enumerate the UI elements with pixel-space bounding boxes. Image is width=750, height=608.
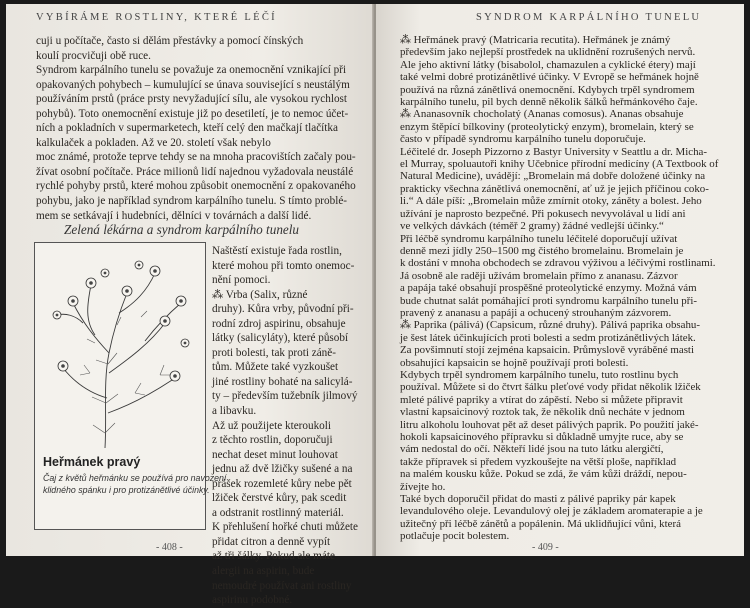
text-line: Natural Medicine), uvádějí: „Bromelain má dobře doložené účinky na [400, 170, 706, 183]
text-line: prášek rozemleté kůry nebe pět [212, 477, 352, 490]
text-line: Za povšimnutí stojí zejména kapsaicin. Průmyslově vyráběné masti [400, 344, 694, 357]
text-line: proti bolesti, tak proti záně- [212, 346, 336, 359]
text-line: Já osobně ale raději užívám bromelain přímo z ananasu. Zázvor [400, 269, 678, 282]
text-line: Syndrom karpálního tunelu se považuje za onemocnění vznikající při [36, 64, 347, 77]
text-line: denně mezi jídly 250–1500 mg čistého bromelainu. Bromelain je [400, 244, 684, 257]
text-line: přidat citron a denně vypít [212, 535, 331, 548]
text-line: vlastní kapsaicinový roztok tak, že několik dnů necháte v jednom [400, 406, 685, 419]
text-line: Kdybych trpěl syndromem karpálního tunelu, tuto rostlinu bych [400, 368, 679, 381]
text-line: takže přípravek si předem vyzkoušejte na větší ploše, například [400, 455, 677, 468]
text-line: koulí procvičuji obě ruce. [36, 49, 151, 62]
text-line: které mohou při tomto onemoc- [212, 259, 355, 272]
text-line: Ale jeho aktivní látky (bisabolol, chamazulen a cyklické étery) mají [400, 58, 696, 71]
text-line: obsahující kapsaicin se hojně používají proti bolesti. [400, 356, 629, 369]
text-line: Také bych doporučil přidat do masti z pálivé papriky pár kapek [400, 493, 676, 506]
text-line: karpálního tunelu, pil bych denně několik šálků heřmánkového čaje. [400, 96, 698, 109]
page-number-right: - 409 - [532, 542, 559, 553]
chamomile-figure [34, 242, 227, 530]
running-head-right: SYNDROM KARPÁLNÍHO TUNELU [476, 12, 702, 23]
text-line: pohybu, jako je například syndrom karpálního tunelu. S tímto problé- [36, 195, 348, 208]
text-line: li.“ A dále píší: „Bromelain může zmírnit otoky, záněty a bolest. Jeho [400, 195, 702, 208]
text-line: žívejte ho. [400, 480, 446, 493]
page-number-left: - 408 - [156, 542, 183, 553]
text-line: užívání je naprosto bezpečné. Při pokusech nevyvolával u lidí ani [400, 207, 686, 220]
left-top-text [36, 34, 358, 223]
text-line: až tři šálky. Pokud ale máte [212, 550, 335, 563]
text-line: potlačuje pocit bolestem. [400, 530, 510, 543]
text-line: levandulového oleje. Levandulový olej je základem aromaterapie a je [400, 505, 703, 518]
right-page [376, 4, 744, 556]
text-line: a odstranit rostlinný materiál. [212, 506, 344, 519]
text-line: k dostání v mnoha obchodech se zdravou výživou a léčivými rostlinami. [400, 257, 716, 270]
text-line: a libavku. [212, 405, 257, 418]
text-line: nění pomoci. [212, 274, 271, 287]
text-line: mem se setkávají i hudebníci, dělníci v továrnách a další lidé. [36, 209, 312, 222]
text-line: je šest látek účinkujících proti bolesti a sedm protizánětlivých látek. [400, 331, 696, 344]
text-line: prakticky všechna zánětlivá onemocnění, ať už je jejich příčinou coko- [400, 182, 709, 195]
text-line: bude chutnat salát pomáhající proti syndromu karpálního tunelu při- [400, 294, 697, 307]
text-line: el Murray, spoluautoři knihy Učebnice přírodní medicíny (A Textbook of [400, 158, 719, 171]
text-line: ⁂ Vrba (Salix, různé [212, 288, 308, 301]
right-text [400, 34, 728, 543]
text-line: jednu až dvě lžičky sušené a na [212, 463, 353, 476]
section-subheading: Zelená lékárna a syndrom karpálního tunelu [64, 222, 300, 237]
text-line: ve velkých dávkách (téměř 2 gramy) žádné vedlejší účinky.“ [400, 220, 664, 233]
text-line: aspirinu podobné. [212, 594, 293, 607]
text-line: užitečný při léčbě zánětů a popálenin. Má uklidňující vůni, která [400, 517, 681, 530]
left-side-text [212, 244, 364, 608]
text-line: tům. Můžete také vyzkoušet [212, 361, 339, 374]
text-line: a papája také obsahují prospěšné proteolytické enzymy. Možná vám [400, 282, 697, 295]
figure-title: Heřmánek pravý [43, 455, 141, 469]
text-line: druhy). Kůra vrby, původní při- [212, 303, 354, 316]
text-line: látky (salicyláty), které působí [212, 332, 349, 345]
text-line: Naštěstí existuje řada rostlin, [212, 245, 342, 257]
text-line: moc známé, protože teprve tehdy se na mnoha pracovištích začaly pou- [36, 151, 356, 164]
text-line: rodní zdroj aspirinu, obsahuje [212, 317, 346, 330]
text-line: Léčitelé dr. Joseph Pizzorno z Bastyr University v Seattlu a dr. Micha- [400, 145, 707, 158]
text-line: na malém kousku kůže. Pokud se zdá, že vám kůži dráždí, nepou- [400, 468, 687, 481]
chamomile-illustration [35, 243, 205, 453]
text-line: Při léčbě syndromu karpálního tunelu léčitelé doporučují užívat [400, 232, 678, 245]
text-line: používáním prstů (práce prsty nevyžadující sílu, ale vysokou rychlost [36, 93, 347, 106]
book-spread [6, 4, 744, 607]
text-line: cuji u počítače, často si dělám přestávky a pomocí čínských [36, 35, 304, 47]
text-line: jiné rostliny bohaté na salicylá- [212, 375, 353, 388]
text-line: lžiček čerstvé kůry, pak scedit [212, 492, 347, 505]
text-line: nechat deset minut louhovat [212, 448, 338, 461]
left-page [6, 4, 374, 607]
text-line: ⁂ Heřmánek pravý (Matricaria recutita). Heřmánek je známý [400, 34, 671, 46]
text-line: používal. Můžete si do čtvrt šálku pleťové vody přidat několik lžiček [400, 381, 701, 394]
text-line: ních a pokladních v supermarketech, kteří celý den mačkají tlačítka [36, 122, 338, 135]
text-line: pohybů). Toto onemocnění existuje již po desetiletí, je to nemoc účet- [36, 107, 349, 120]
text-line: kalkulaček a pokladen. Až ve 20. století však nebylo [36, 136, 271, 149]
text-line: nemoudré používat ani rostliny [212, 579, 352, 592]
text-line: opakovaných pohybech – kumulující se únava související s neustálým [36, 78, 350, 91]
text-line: K přehlušení hořké chuti můžete [212, 521, 359, 534]
text-line: rychlé pohyby prstů, které mohou způsobit onemocnění z opakovaného [36, 180, 356, 193]
text-line: především jako nejlepší prostředek na uklidnění rozrušených nervů. [400, 46, 696, 59]
text-line: žívat osobní počítače. Práce milionů lidí najednou vyžadovala neustálé [36, 165, 354, 178]
text-line: často v případě syndromu karpálního tunelu doporučuje. [400, 133, 646, 146]
text-line: enzym štěpící bílkoviny (proteolytický enzym), bromelain, který se [400, 120, 694, 133]
text-line: pravený z ananasu a papáji a ochucený strouhaným zázvorem. [400, 306, 672, 319]
text-line: také velmi dobré protizánětlivé účinky. V Evropě se heřmánek hojně [400, 71, 699, 84]
text-line: hokoli kapsaicinového přípravku si důkladně umyjte ruce, aby se [400, 431, 684, 443]
text-line: mleté pálivé papriky a vtírat do zápěstí. Nebo si můžete připravit [400, 393, 683, 406]
text-line: ⁂ Ananasovník chocholatý (Ananas comosus). Ananas obsahuje [400, 108, 684, 121]
text-line: Až už použijete kteroukoli [212, 419, 331, 432]
text-line: litru alkoholu louhovat pět až deset pálivých paprik. Po použití jaké- [400, 418, 699, 431]
caption-line: klidného spánku i pro protizánětlivé účinky. [43, 485, 210, 495]
text-line: vám nedostal do očí. Někteří lidé jsou na tuto látku alergičtí, [400, 443, 664, 456]
text-line: z těchto rostlin, doporučuji [212, 434, 333, 447]
caption-line: Čaj z květů heřmánku se používá pro navození [43, 473, 227, 483]
text-line: ty – především tužebník jilmový [212, 390, 358, 403]
text-line: ⁂ Paprika (pálivá) (Capsicum, různé druhy). Pálivá paprika obsahu- [400, 319, 701, 332]
text-line: používá na různá zánětlivá onemocnění. Kdybych trpěl syndromem [400, 83, 695, 96]
text-line: alergii na aspirin, bude [212, 565, 315, 578]
figure-caption [43, 472, 227, 496]
running-head-left: VYBÍRÁME ROSTLINY, KTERÉ LÉČÍ [36, 12, 277, 23]
